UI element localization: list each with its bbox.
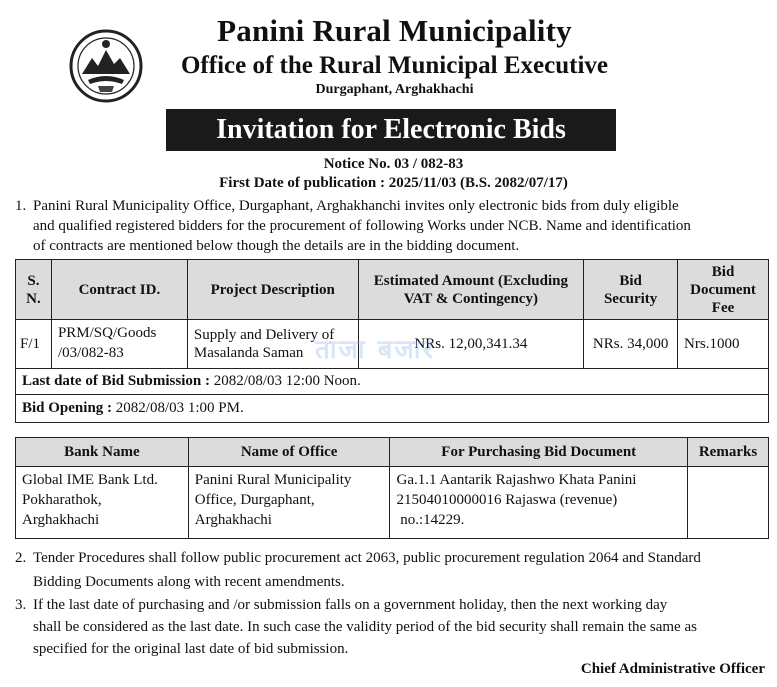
- submission-label: Last date of Bid Submission :: [22, 373, 210, 389]
- signature: Chief Administrative Officer: [580, 661, 765, 677]
- table-header-row: [16, 438, 769, 467]
- paragraph-line: Tender Procedures shall follow public procurement act 2063, public procurement regulation 2064 and Standard: [33, 550, 701, 566]
- watermark-text: ताजा बजार: [315, 335, 436, 365]
- opening-label: Bid Opening :: [22, 400, 113, 416]
- paragraph-line: If the last date of purchasing and /or submission falls on a government holiday, then the next working day: [33, 597, 668, 613]
- paragraph-line: of contracts are mentioned below though the details are in the bidding document.: [33, 238, 520, 254]
- publication-date: First Date of publication : 2025/11/03 (B.S. 2082/07/17): [219, 175, 568, 191]
- paragraph-line: specified for the original last date of bid submission.: [33, 641, 349, 657]
- bank-table: [15, 437, 769, 539]
- paragraph-text: [33, 546, 701, 594]
- table-header-row: [16, 260, 769, 320]
- opening-value: 2082/08/03 1:00 PM.: [112, 400, 244, 416]
- header-security: Bid Security: [584, 260, 678, 320]
- cell-contract-id: PRM/SQ/Goods /03/082-83: [51, 320, 187, 369]
- cell-amount: NRs. 12,00,341.34: [358, 320, 584, 369]
- submission-value: 2082/08/03 12:00 Noon.: [209, 373, 361, 389]
- paragraph-line: Panini Rural Municipality Office, Durgaphant, Arghakhanchi invites only electronic bids from duly eligible: [33, 198, 679, 214]
- cell-fee: Nrs.1000: [678, 320, 769, 369]
- header-office-name: Name of Office: [188, 438, 390, 467]
- notice-number: Notice No. 03 / 082-83: [323, 156, 464, 172]
- org-name: Panini Rural Municipality: [217, 13, 572, 48]
- cell-purchase: Ga.1.1 Aantarik Rajashwo Khata Panini 21504010000016 Rajaswa (revenue) no.:14229.: [390, 467, 688, 539]
- submission-cell: [16, 369, 769, 395]
- cell-bank: Global IME Bank Ltd. Pokharathok, Arghakhachi: [16, 467, 189, 539]
- office-address: Durgaphant, Arghakhachi: [315, 82, 474, 97]
- office-name: Office of the Rural Municipal Executive: [180, 52, 608, 79]
- header-description: Project Description: [187, 260, 358, 320]
- paragraph-text: [33, 594, 697, 660]
- table-row: [16, 467, 769, 539]
- header-bank-name: Bank Name: [16, 438, 189, 467]
- notice-title-banner: Invitation for Electronic Bids: [166, 109, 616, 151]
- cell-security: NRs. 34,000: [584, 320, 678, 369]
- opening-row: [16, 395, 769, 423]
- paragraph-line: and qualified registered bidders for the procurement of following Works under NCB. Name and identification: [33, 218, 691, 234]
- paragraph-number: 3.: [15, 597, 27, 613]
- paragraph-number: 1.: [15, 198, 27, 214]
- cell-office: Panini Rural Municipality Office, Durgaphant, Arghakhachi: [188, 467, 390, 539]
- header-amount: Estimated Amount (Excluding VAT & Contingency): [358, 260, 584, 320]
- header-remarks: Remarks: [688, 438, 769, 467]
- opening-cell: [16, 395, 769, 423]
- paragraph-line: Bidding Documents along with recent amendments.: [33, 574, 345, 590]
- header-fee: Bid Document Fee: [678, 260, 769, 320]
- header-contract-id: Contract ID.: [51, 260, 187, 320]
- paragraph-line: shall be considered as the last date. In such case the validity period of the bid security shall remain the same as: [33, 619, 697, 635]
- cell-remarks: [688, 467, 769, 539]
- cell-description: Supply and Delivery of Masalanda Saman: [187, 320, 358, 369]
- paragraph-number: 2.: [15, 550, 27, 566]
- submission-row: [16, 369, 769, 395]
- header-sn: S. N.: [16, 260, 52, 320]
- cell-sn: F/1: [16, 320, 52, 369]
- header-purchase: For Purchasing Bid Document: [390, 438, 688, 467]
- paragraph-text: [33, 196, 691, 256]
